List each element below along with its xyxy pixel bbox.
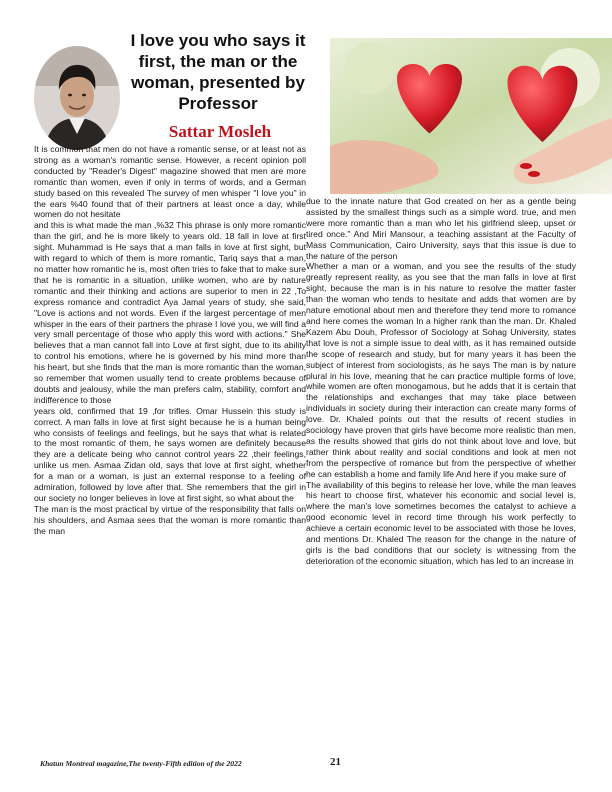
paragraph: due to the innate nature that God created on her as a gentle being assisted by the smallest things such as a simple word. true, and men were more romantic than a man who let his girlfriend sleep, upset or tired once." And Miri Mansour, a teaching assistant at the Faculty of Mass Communication, Cairo University, says that this issue is due to the nature of the person — [306, 196, 576, 261]
author-name: Sattar Mosleh — [168, 122, 272, 141]
publication-footer: Khatun Montreal magazine,The twenty-Fifth edition of the 2022 — [40, 759, 242, 768]
paragraph: years old, confirmed that 19 ,for trifles. Omar Hussein this study is correct. A man falls in love at first sight because he is a human being who consists of feelings and feelings, but he says that what is related to the most romantic of them, he says women are definitely because they are a delicate being who cannot control years 22 ,their feelings, unlike us men. Asmaa Zidan old, says that love at first sight, whether for a man or a woman, is just an external response to a feeling of admiration, followed by love after that. She remembers that the girl in our society no longer believes in love at first sight, so what about the — [34, 405, 306, 503]
article-title: I love you who says it first, the man or the woman, presented by Professor — [130, 31, 306, 113]
article-column-left — [34, 144, 306, 537]
hero-image — [330, 38, 612, 194]
hands-holding-hearts-icon — [330, 38, 612, 194]
paragraph: and this is what made the man ,%32 This phrase is only more romantic than the girl, and he is more likely to years old. 18 fall in love at first sight. Muhammad is He says that a man falls in love at first sight, but with regard to which of them is more romantic, Tariq says that a man, no matter how romantic he is, most often tries to fake that to make sure that he is romantic in a situation, unlike women, who are by nature romantic and their thinking and actions are superior to men in 22 ,To express romance and contradict Aya Jamal years of study, she said, "Love is actions and not words. Even if the largest percentage of men whisper in the ears of their partners the phrase I love you, we will find a very small percentage of those who apply this word with actions." She believes that a man cannot fall into Love at first sight, due to its ability to control his emotions, where he is governed by his mind more than his heart, but she finds that the man is more romantic than the woman, so remember that women usually tend to create problems because of doubts and jealousy, while the man prefers calm, stability, comfort and indifference to those — [34, 220, 306, 405]
author-portrait — [34, 46, 120, 150]
man-portrait-icon — [34, 46, 120, 150]
paragraph: The man is the most practical by virtue of the responsibility that falls on his shoulders, and Asmaa sees that the woman is more romantic than the man — [34, 503, 306, 536]
paragraph: It is common that men do not have a romantic sense, or at least not as strong as a woman's romantic sense. However, a recent opinion poll conducted by "Reader's Digest" magazine showed that men are more romantic than women, even if only in terms of words, and a German study based on this revealed The survey of men whisper "I love you" in the ears %40 found that of their partners at least once a day, while women do not hesitate — [34, 144, 306, 220]
article-column-right — [306, 196, 576, 567]
paragraph: Whether a man or a woman, and you see the results of the study greatly represent reality, as you see that the man falls in love at first sight, because the man is in his nature to resolve the matter faster than the woman who tends to hesitate and adds that women are by nature emotional about men and therefore they tend more to romance and here comes the woman In a higher rank than the man. Dr. Khaled Kazem Abu Douh, Professor of Sociology at Sohag University, states that love is not a simple issue to deal with, as it has remained outside the scope of research and study, but for many years it has been the subject of interest from sociologists, as he says The man is by nature plural in his love, meaning that he can practice multiple forms of love, while women are often monogamous, but he adds that it is certain that the relationships and exchanges that may take place between individuals in society during their interaction can create many forms of love. Dr. Khaled points out that the results of recent studies in sociology have proven that girls have become more realistic than men, as the results showed that girls do not think about love and love, but rather think about reality and social conditions and look at men not from the perspective of romance but from the perspective of whether he can establish a home and family life And here if you make sure of — [306, 261, 576, 479]
paragraph: The availability of this begins to release her love, while the man leaves his heart to choose first, whatever his economic and social level is, where the man's love sometimes becomes the catalyst to achieve a good economic level in record time through his work perfectly to achieve a certain economic level to be associated with those he loves, and mentions Dr. Khaled The reason for the change in the nature of girls is the bad conditions that our society is witnessing from the deterioration of the economic situation, which has led to an increase in — [306, 479, 576, 566]
page-number: 21 — [330, 756, 341, 768]
